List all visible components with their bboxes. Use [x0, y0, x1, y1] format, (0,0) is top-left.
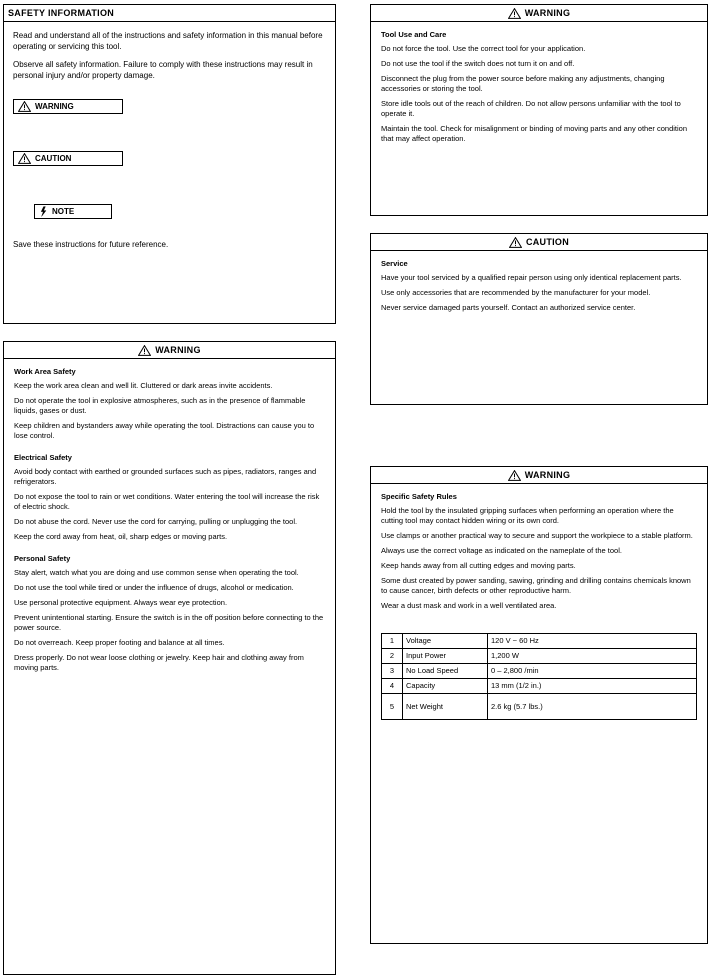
warning-triangle-icon — [508, 470, 521, 481]
warning-triangle-icon — [138, 345, 151, 356]
section-item: Maintain the tool. Check for misalignment or binding of moving parts and any other condition that may affect operation. — [381, 124, 688, 143]
intro-footer-text: Save these instructions for future reference. — [13, 240, 169, 249]
section-item: Do not overreach. Keep proper footing and balance at all times. — [14, 638, 225, 647]
section-item: Wear a dust mask and work in a well ventilated area. — [381, 601, 557, 610]
warning-triangle-icon — [18, 153, 31, 164]
safety-information-panel — [3, 4, 336, 324]
warning-triangle-icon — [508, 8, 521, 19]
section-title: Tool Use and Care — [381, 30, 447, 39]
note-label-row — [34, 204, 112, 219]
electrical-hazard-icon — [39, 206, 48, 217]
table-cell-number: 1 — [382, 634, 403, 649]
table-cell-number: 4 — [382, 679, 403, 694]
table-row — [382, 634, 697, 649]
specifications-table — [381, 633, 697, 720]
caution-label-row — [13, 151, 123, 166]
table-row — [382, 664, 697, 679]
section-item: Do not use the tool while tired or under the influence of drugs, alcohol or medication. — [14, 583, 294, 592]
section-item: Keep children and bystanders away while operating the tool. Distractions can cause you to lose control. — [14, 421, 315, 440]
tool-use-and-care-body — [371, 22, 707, 216]
work-area-safety-panel — [3, 341, 336, 975]
section-item: Do not force the tool. Use the correct tool for your application. — [381, 44, 586, 53]
specific-safety-rules-heading — [371, 467, 707, 484]
table-cell-value: 1,200 W — [488, 649, 697, 664]
service-panel — [370, 233, 708, 405]
specific-safety-rules-panel — [370, 466, 708, 944]
table-cell-key: Net Weight — [403, 694, 488, 720]
table-row — [382, 694, 697, 720]
section-item: Dress properly. Do not wear loose clothing or jewelry. Keep hair and clothing away from moving parts. — [14, 653, 304, 672]
safety-information-heading — [4, 5, 335, 22]
section-item: Some dust created by power sanding, sawing, grinding and drilling contains chemicals known to cause cancer, birth defects or other reproductive harm. — [381, 576, 691, 595]
section-title: Service — [381, 259, 408, 268]
section-item: Use personal protective equipment. Always wear eye protection. — [14, 598, 228, 607]
tool-use-and-care-panel — [370, 4, 708, 216]
warning-triangle-icon — [509, 237, 522, 248]
table-cell-value: 120 V ~ 60 Hz — [488, 634, 697, 649]
warning-triangle-icon — [18, 101, 31, 112]
section-title: Electrical Safety — [14, 453, 72, 462]
table-cell-value: 13 mm (1/2 in.) — [488, 679, 697, 694]
table-cell-key: Capacity — [403, 679, 488, 694]
section-title: Specific Safety Rules — [381, 492, 457, 501]
section-item: Store idle tools out of the reach of children. Do not allow persons unfamiliar with the tool to operate it. — [381, 99, 681, 118]
intro-paragraph-2: Observe all safety information. Failure to comply with these instructions may result in personal injury and/or property damage. — [13, 60, 313, 80]
section-item: Do not expose the tool to rain or wet conditions. Water entering the tool will increase the risk of electric shock. — [14, 492, 320, 511]
service-body — [371, 251, 707, 405]
service-heading-text: CAUTION — [525, 237, 570, 247]
table-row — [382, 649, 697, 664]
warning-label-row — [13, 99, 123, 114]
section-item: Hold the tool by the insulated gripping surfaces when performing an operation where the cutting tool may contact hidden wiring or its own cord. — [381, 506, 674, 525]
section-item: Never service damaged parts yourself. Contact an authorized service center. — [381, 303, 636, 312]
section-item: Have your tool serviced by a qualified repair person using only identical replacement parts. — [381, 273, 682, 282]
section-item: Keep hands away from all cutting edges and moving parts. — [381, 561, 576, 570]
safety-information-body — [4, 22, 335, 324]
section-item: Do not operate the tool in explosive atmospheres, such as in the presence of flammable liquids, gases or dust. — [14, 396, 306, 415]
tool-use-and-care-heading-text: WARNING — [524, 8, 571, 18]
table-cell-number: 3 — [382, 664, 403, 679]
table-cell-number: 5 — [382, 694, 403, 720]
specific-safety-rules-heading-text: WARNING — [524, 470, 571, 480]
table-cell-key: Voltage — [403, 634, 488, 649]
caution-label-text: CAUTION — [35, 154, 72, 163]
section-item: Use clamps or another practical way to secure and support the workpiece to a stable platform. — [381, 531, 693, 540]
section-item: Do not abuse the cord. Never use the cord for carrying, pulling or unplugging the tool. — [14, 517, 298, 526]
section-item: Prevent unintentional starting. Ensure the switch is in the off position before connecting to the power source. — [14, 613, 324, 632]
work-area-safety-heading — [4, 342, 335, 359]
tool-use-and-care-heading — [371, 5, 707, 22]
section-title: Work Area Safety — [14, 367, 76, 376]
work-area-safety-body — [4, 359, 335, 975]
section-item: Keep the work area clean and well lit. Cluttered or dark areas invite accidents. — [14, 381, 273, 390]
section-item: Keep the cord away from heat, oil, sharp edges or moving parts. — [14, 532, 228, 541]
warning-label-text: WARNING — [35, 102, 74, 111]
section-item: Stay alert, watch what you are doing and use common sense when operating the tool. — [14, 568, 299, 577]
section-item: Do not use the tool if the switch does not turn it on and off. — [381, 59, 575, 68]
table-cell-value: 0 – 2,800 /min — [488, 664, 697, 679]
table-cell-value: 2.6 kg (5.7 lbs.) — [488, 694, 697, 720]
section-item: Use only accessories that are recommended by the manufacturer for your model. — [381, 288, 651, 297]
section-item: Disconnect the plug from the power source before making any adjustments, changing accessories or storing the tool. — [381, 74, 665, 93]
table-cell-key: No Load Speed — [403, 664, 488, 679]
specific-safety-rules-body — [371, 484, 707, 944]
table-cell-number: 2 — [382, 649, 403, 664]
table-cell-key: Input Power — [403, 649, 488, 664]
note-label-text: NOTE — [52, 207, 75, 216]
section-item: Avoid body contact with earthed or grounded surfaces such as pipes, radiators, ranges and refrigerators. — [14, 467, 317, 486]
section-title: Personal Safety — [14, 554, 71, 563]
work-area-safety-heading-text: WARNING — [155, 345, 201, 355]
intro-paragraph-1: Read and understand all of the instructions and safety information in this manual before operating or servicing this tool. — [13, 31, 323, 51]
service-heading — [371, 234, 707, 251]
safety-information-heading-text: SAFETY INFORMATION — [8, 8, 115, 18]
section-item: Always use the correct voltage as indicated on the nameplate of the tool. — [381, 546, 622, 555]
table-row — [382, 679, 697, 694]
